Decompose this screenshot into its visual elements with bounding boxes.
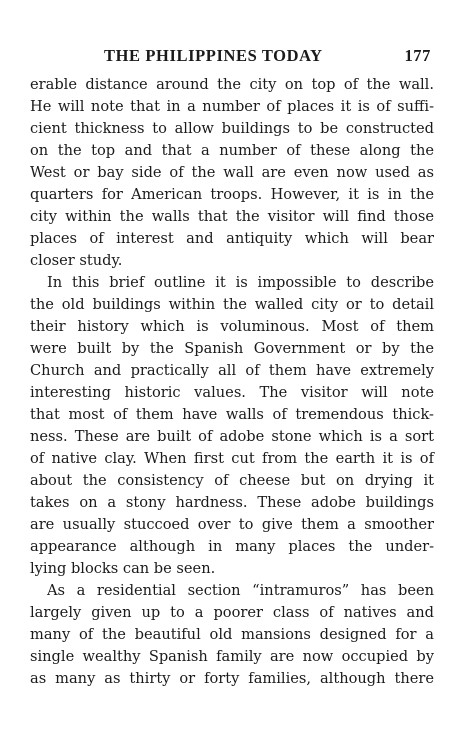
text-line: In this brief outline it is impossible to describe: [47, 274, 434, 291]
text-line: places of interest and antiquity which will bear: [30, 230, 434, 247]
text-line: their history which is voluminous. Most of them: [30, 318, 434, 335]
paragraph: [30, 580, 434, 690]
text-line: about the consistency of cheese but on drying it: [30, 472, 434, 489]
running-title: THE PHILIPPINES TODAY: [104, 46, 323, 65]
text-line: as many as thirty or forty families, although there: [30, 670, 434, 687]
text-line: were built by the Spanish Government or by the: [30, 340, 434, 357]
page-header: [104, 46, 431, 68]
text-line: cient thickness to allow buildings to be constructed: [30, 120, 434, 137]
body-text: [30, 74, 434, 690]
paragraph: [30, 74, 434, 272]
text-line: As a residential section “intramuros” has been: [47, 582, 434, 599]
text-line: Church and practically all of them have extremely: [30, 362, 434, 379]
text-line: erable distance around the city on top of the wall.: [30, 76, 434, 93]
text-line: quarters for American troops. However, it is in the: [30, 186, 434, 203]
text-line: many of the beautiful old mansions designed for a: [30, 626, 434, 643]
text-line: largely given up to a poorer class of natives and: [30, 604, 434, 621]
text-line: West or bay side of the wall are even now used as: [30, 164, 434, 181]
text-line: takes on a stony hardness. These adobe buildings: [30, 494, 434, 511]
text-line: closer study.: [30, 252, 123, 269]
page-number: 177: [404, 46, 431, 65]
text-line: He will note that in a number of places it is of suffi-: [30, 98, 434, 115]
text-line: the old buildings within the walled city or to detail: [30, 296, 434, 313]
text-line: lying blocks can be seen.: [30, 560, 216, 577]
text-line: that most of them have walls of tremendous thick-: [30, 406, 434, 423]
text-line: single wealthy Spanish family are now occupied by: [30, 648, 434, 665]
paragraph: [30, 272, 434, 580]
text-line: city within the walls that the visitor will find those: [30, 208, 434, 225]
text-line: of native clay. When first cut from the earth it is of: [30, 450, 434, 467]
text-line: are usually stuccoed over to give them a smoother: [30, 516, 434, 533]
text-line: ness. These are built of adobe stone which is a sort: [30, 428, 434, 445]
text-line: on the top and that a number of these along the: [30, 142, 434, 159]
text-line: interesting historic values. The visitor will note: [30, 384, 434, 401]
text-line: appearance although in many places the under-: [30, 538, 434, 555]
